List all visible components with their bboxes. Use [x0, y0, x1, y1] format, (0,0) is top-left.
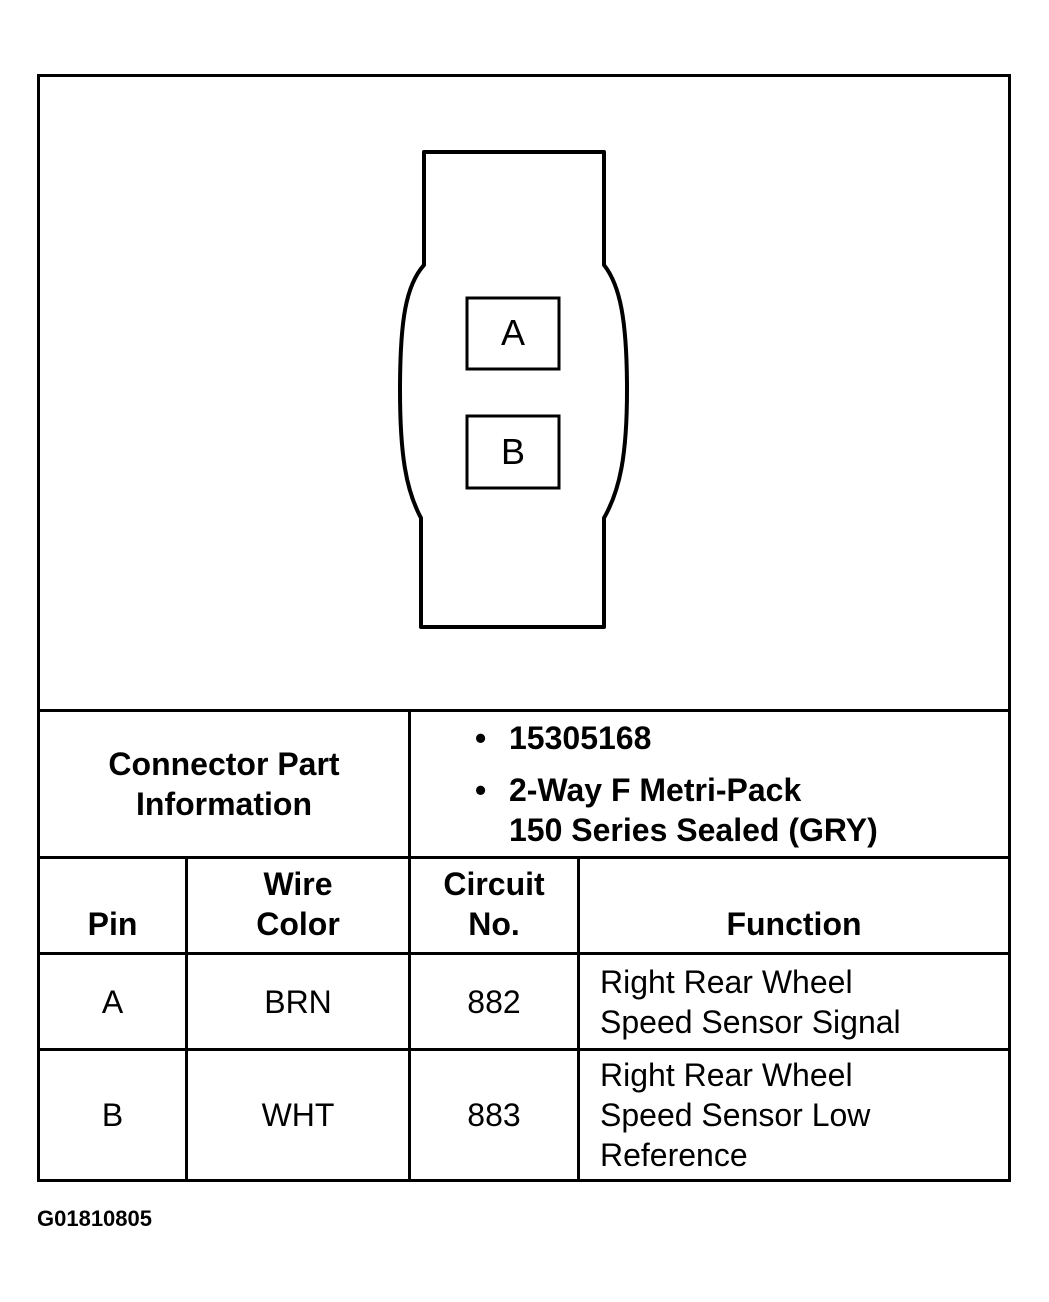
row-b-wire-color: WHT [261, 1097, 335, 1133]
header-wire-color: Wire Color [256, 866, 340, 942]
figure-id: G01810805 [37, 1206, 152, 1231]
part-info-item [475, 770, 878, 850]
part-info-label-line2: Information [136, 786, 312, 822]
row-a-wire-color: BRN [264, 983, 332, 1020]
bullet-icon: • [475, 772, 487, 808]
part-description-line2: 150 Series Sealed (GRY) [509, 812, 878, 848]
row-b-circuit: 883 [467, 1097, 521, 1133]
row-b-function: Right Rear Wheel Speed Sensor Low Reference [600, 1057, 871, 1173]
header-circuit-no: Circuit No. [443, 866, 545, 942]
part-info-list [411, 718, 1008, 854]
row-a-function: Right Rear Wheel Speed Sensor Signal [600, 963, 901, 1040]
pin-b-label: B [500, 431, 526, 472]
header-function: Function [726, 906, 862, 942]
part-info-label-line1: Connector Part [108, 746, 340, 782]
row-b-pin: B [101, 1097, 124, 1133]
part-info-item [475, 718, 878, 758]
part-description-line1: 2-Way F Metri-Pack [509, 772, 802, 808]
row-a-circuit: 882 [467, 983, 521, 1020]
part-number: 15305168 [509, 720, 652, 756]
row-a-pin: A [101, 983, 124, 1020]
bullet-icon: • [475, 720, 487, 756]
header-pin: Pin [87, 906, 138, 942]
part-info-label [40, 712, 408, 856]
pin-a-label: A [500, 312, 526, 353]
